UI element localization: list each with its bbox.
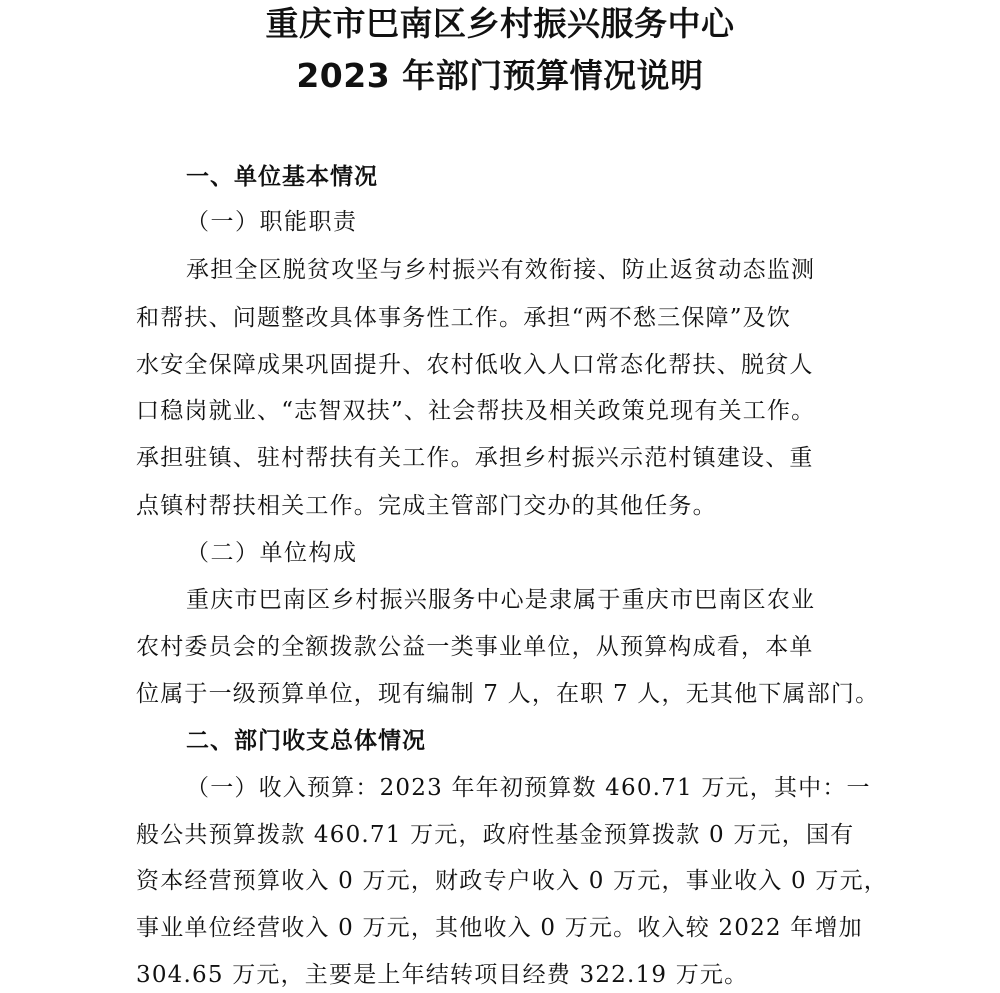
section-heading-basic-info: 一、单位基本情况 bbox=[186, 164, 378, 190]
paragraph-line: 承担驻镇、驻村帮扶有关工作。承担乡村振兴示范村镇建设、重 bbox=[136, 445, 814, 471]
section-heading-budget-overview: 二、部门收支总体情况 bbox=[186, 728, 426, 754]
paragraph-line: 位属于一级预算单位，现有编制 7 人，在职 7 人，无其他下属部门。 bbox=[136, 681, 880, 707]
paragraph-line: 般公共预算拨款 460.71 万元，政府性基金预算拨款 0 万元，国有 bbox=[136, 822, 855, 848]
paragraph-line: 农村委员会的全额拨款公益一类事业单位，从预算构成看，本单 bbox=[136, 634, 814, 660]
paragraph-line: 点镇村帮扶相关工作。完成主管部门交办的其他任务。 bbox=[136, 493, 717, 519]
paragraph-line: 承担全区脱贫攻坚与乡村振兴有效衔接、防止返贫动态监测 bbox=[186, 257, 816, 283]
paragraph-line: 水安全保障成果巩固提升、农村低收入人口常态化帮扶、脱贫人 bbox=[136, 352, 814, 378]
paragraph-line: 重庆市巴南区乡村振兴服务中心是隶属于重庆市巴南区农业 bbox=[186, 587, 816, 613]
subsection-heading-duties: （一）职能职责 bbox=[186, 209, 358, 235]
subsection-heading-composition: （二）单位构成 bbox=[186, 540, 358, 566]
document-title-line1: 重庆市巴南区乡村振兴服务中心 bbox=[265, 4, 735, 43]
paragraph-line: 事业单位经营收入 0 万元，其他收入 0 万元。收入较 2022 年增加 bbox=[136, 915, 863, 941]
document-title-line2: 2023 年部门预算情况说明 bbox=[296, 56, 704, 95]
paragraph-line: 口稳岗就业、“志智双扶”、社会帮扶及相关政策兑现有关工作。 bbox=[136, 398, 816, 424]
paragraph-line: 和帮扶、问题整改具体事务性工作。承担“两不愁三保障”及饮 bbox=[136, 305, 792, 331]
paragraph-line: （一）收入预算：2023 年年初预算数 460.71 万元，其中：一 bbox=[186, 775, 871, 801]
paragraph-line: 资本经营预算收入 0 万元，财政专户收入 0 万元，事业收入 0 万元， bbox=[136, 868, 888, 894]
paragraph-line: 304.65 万元，主要是上年结转项目经费 322.19 万元。 bbox=[136, 962, 749, 988]
